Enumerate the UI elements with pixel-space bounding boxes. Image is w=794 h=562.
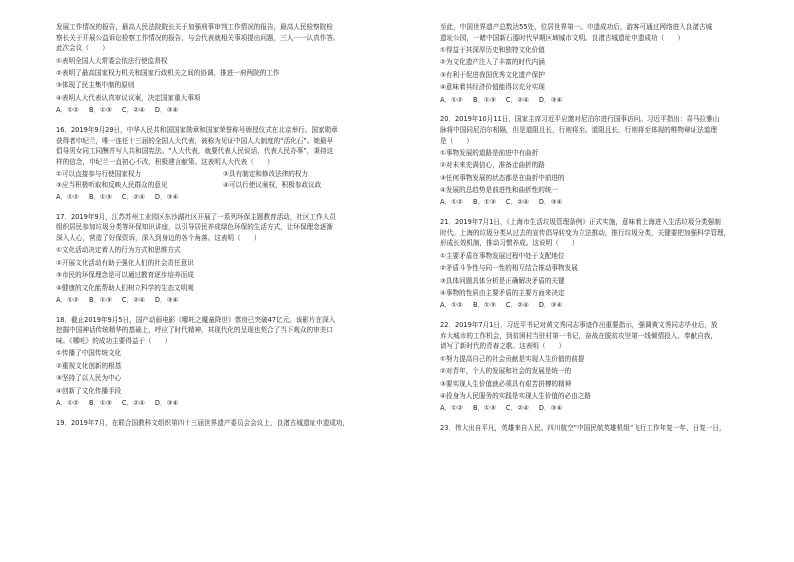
question-15-tail [56,22,386,116]
answer-d: D．③④ [154,193,179,202]
question-16 [56,125,386,203]
option: ③坚持了以人民为中心 [56,374,122,383]
question-text: 谱写了新时代的青春之歌。这表明（ ） [440,342,566,351]
answer-a: A．①② [56,106,79,115]
answer-a: A．①② [440,95,463,104]
option: ④发展的总趋势是前进性和曲折性的统一 [440,186,559,195]
question-text: 倡导男女同工同酬并写入共和国宪法。“人大代表，就要代表人民说话，代表人民办事”，秉持这 [56,147,334,156]
option: ③市民的环保理念是可以通过教育逐步培养而成 [56,271,194,280]
question-text: 深入人心，营造了好保资诉，深入到身边的各个角落。这表明（ ） [56,234,261,243]
answer-b: B．①③ [88,193,112,202]
option: ③要实现人生价值就必须具有艰苦拼搏的精神 [440,379,572,388]
answer-c: C．②④ [505,301,529,310]
question-20 [440,114,762,208]
question-text: 挖掘中国神话传统精华的基础上，呼应了时代精神，其现代化的呈现也契合了当下观众的审美口 [56,326,333,335]
option: ①可以直接参与行使国家权力 [56,170,142,179]
option: ①事物发展的道路是前进中有曲折 [440,148,539,157]
question-19-tail [440,22,762,105]
right-column [440,22,762,434]
option: ③具体问题具体分析是正确解决矛盾的关键 [440,276,565,285]
answer-b: B．①③ [472,95,496,104]
option: ①传播了中国传统文化 [56,349,122,358]
answer-b: B．①③ [88,398,112,407]
answer-choices [56,398,386,409]
answer-b: B．①③ [472,301,496,310]
option: ②表明了最高国家权力机关和国家行政机关之间的协调，推进一府两院的工作 [56,68,280,77]
answer-choices [440,403,762,414]
answer-d: D．③④ [154,106,179,115]
question-text: 此次会议（ ） [56,44,109,53]
answer-a: A．①② [56,296,79,304]
question-text: 察长关于开展公益诉讼检察工作情况的报告，与会代表就相关事项提出问题，三人一一认真作答。 [56,33,340,42]
answer-choices [56,192,386,203]
option: ②开展文化活动有助于强化人们的社会责任意识 [56,258,194,267]
option: ②重视文化创新的根基 [56,361,122,370]
question-text: 18．截止2019年9月5日，国产动画电影《哪吒之魔童降世》票房已突破47亿元。该影片在深入 [56,315,336,324]
answer-b: B．①③ [472,198,496,207]
answer-choices [440,300,762,311]
question-text: 形成长效机制，推动习惯养成。这说明（ ） [440,239,579,248]
answer-a: A．①② [440,301,463,310]
option: ②对青年，个人的发展和社会的发展是统一的 [440,367,572,376]
question-text: 遗址公园，一睹中国新石器时代早期区域城市文明。良渚古城遗址申遗成功（ ） [440,33,684,42]
option: ①努力提高自己的社会贡献是实现人生价值的前提 [440,354,585,363]
answer-d: D．③④ [154,398,179,407]
option: ③有利于促进我国优秀文化遗产保护 [440,70,545,79]
question-21 [440,217,762,311]
question-text: 弃大城市的工作机会，到贫困村当驻村第一书记，奋战在脱贫攻坚第一线倾情投入、奉献自我， [440,331,717,340]
question-text: 发展工作情况的报告，最高人民法院院长关于加强刑事审判工作情况的报告，最高人民检察院检 [56,23,333,31]
question-text: 组织居民参加垃圾分类等环保知识讲座，以引导居民养成绿色环保的生活方式，让环保理念逐渐 [56,223,333,232]
option: ①主要矛盾在事物发展过程中处于支配地位 [440,251,565,260]
question-text: 样的信念，申纪兰一直初心不改，积极建言献策。这表明人大代表（ ） [56,157,274,166]
answer-c: C．②④ [505,404,529,413]
answer-d: D．③④ [538,404,563,413]
option: ①表明全国人大常委会依法行使监督权 [56,56,168,65]
option: ④表明人大代表认真审议议案，决定国家重大事项 [56,93,201,102]
option: ④创新了文化传播手段 [56,386,122,395]
option: ①得益于其深厚历史和独特文化价值 [440,45,545,54]
answer-d: D．③④ [538,198,563,207]
question-23-head: 23．伟大出自平凡，英雄来自人民。四川航空“中国民航英雄机组”飞行工作年复一年、日复一日， [440,424,726,433]
answer-d: D．③④ [538,95,563,104]
question-text: 至此，中国世界遗产总数达55处，位居世界第一。申遗成功后，游客可通过网络进入良渚古城 [440,23,713,31]
question-text: 是（ ） [440,136,473,145]
option: ②具有制定和修改法律的权力 [223,170,309,179]
question-18 [56,315,386,409]
answer-c: C．②④ [121,106,145,115]
answer-b: B．①③ [88,296,112,304]
option: ②对未来充满信心，准备走曲折的路 [440,161,545,170]
question-17 [56,212,386,306]
question-22 [440,320,762,414]
answer-a: A．①② [440,198,463,207]
question-text: 获得者申纪兰，唯一连任十三届的全国人大代表，被称为见证中国人大制度的“活化石”。她最早 [56,136,334,145]
answer-a: A．①② [56,398,79,407]
answer-c: C．②④ [121,193,145,202]
question-text: 脉将中国同尼泊尔相隔，但是道阻且长，行则将至。道阻且长，行则将至体现的唯物辩证法道理 [440,125,717,134]
question-text: 21．2019年7月1日，《上海市生活垃圾管理条例》正式实施，意味着上海进入生活垃圾分类强制 [440,218,721,227]
option: ③应当积极听取和反映人民群众的意见 [56,180,168,189]
question-text: 味。《哪吒》的成功主要得益于（ ） [56,336,172,345]
answer-c: C．②④ [121,296,145,304]
left-column [56,22,386,428]
question-text: 16．2019年9月29日，中华人民共和国国家勋章和国家荣誉称号颁授仪式在北京举行。国家勋章 [56,125,338,134]
option: ④意味着其经济价值能得以充分实现 [440,83,545,92]
answer-c: C．②④ [505,95,529,104]
answer-d: D．③④ [538,301,563,310]
question-text: 17．2019年9月，江苏苏州工业园区东沙湖社区开展了一系列环保主题教育活动，社区工作人员 [56,212,336,221]
answer-c: C．②④ [505,198,529,207]
answer-a: A．①② [440,404,463,413]
answer-b: B．①③ [472,404,496,413]
answer-b: B．①③ [88,106,112,115]
answer-choices [56,105,386,116]
option: ④可以行使议案权，积极参政议政 [223,180,322,189]
answer-c: C．②④ [121,398,145,407]
option: ②为文化遗产注入了丰富的时代内涵 [440,58,545,67]
option: ④投身为人民服务的实践是实现人生价值的必由之路 [440,391,591,400]
option: ③任何事物发展的状态都是在曲折中前进的 [440,173,565,182]
option: ①文化活动决定着人的行为方式和思维方式 [56,246,181,255]
option: ②矛盾斗争性与同一性的相互结合推动事物发展 [440,264,578,273]
option: ④事物的性质由主要矛盾的主要方面来决定 [440,289,565,297]
question-text: 时代。上海的垃圾分类从过去的宣传倡导转变为立法推动，推行垃圾分类，关键要把加强科学管理， [440,228,731,237]
question-text: 20．2019年10月11日，国家主席习近平应邀对尼泊尔进行国事访问。习近平指出：喜马拉雅山 [440,115,720,124]
option: ③体现了民主集中制的原则 [56,81,135,90]
answer-d: D．③④ [154,296,179,304]
question-19-head: 19．2019年7月，在联合国教科文组织第四十三届世界遗产委员会会议上，良渚古城遗址申遗成功， [56,418,350,427]
answer-choices [440,197,762,208]
answer-a: A．①② [56,193,79,202]
answer-choices [440,95,762,106]
answer-choices [56,295,386,306]
options-grid [56,169,386,190]
question-text: 22．2019年7月1日，习近平书记对黄文秀同志事迹作出重要指示，强调黄文秀同志毕业后，放 [440,321,718,330]
option: ④健康的文化能帮助人们树立科学的生态文明观 [56,283,194,292]
